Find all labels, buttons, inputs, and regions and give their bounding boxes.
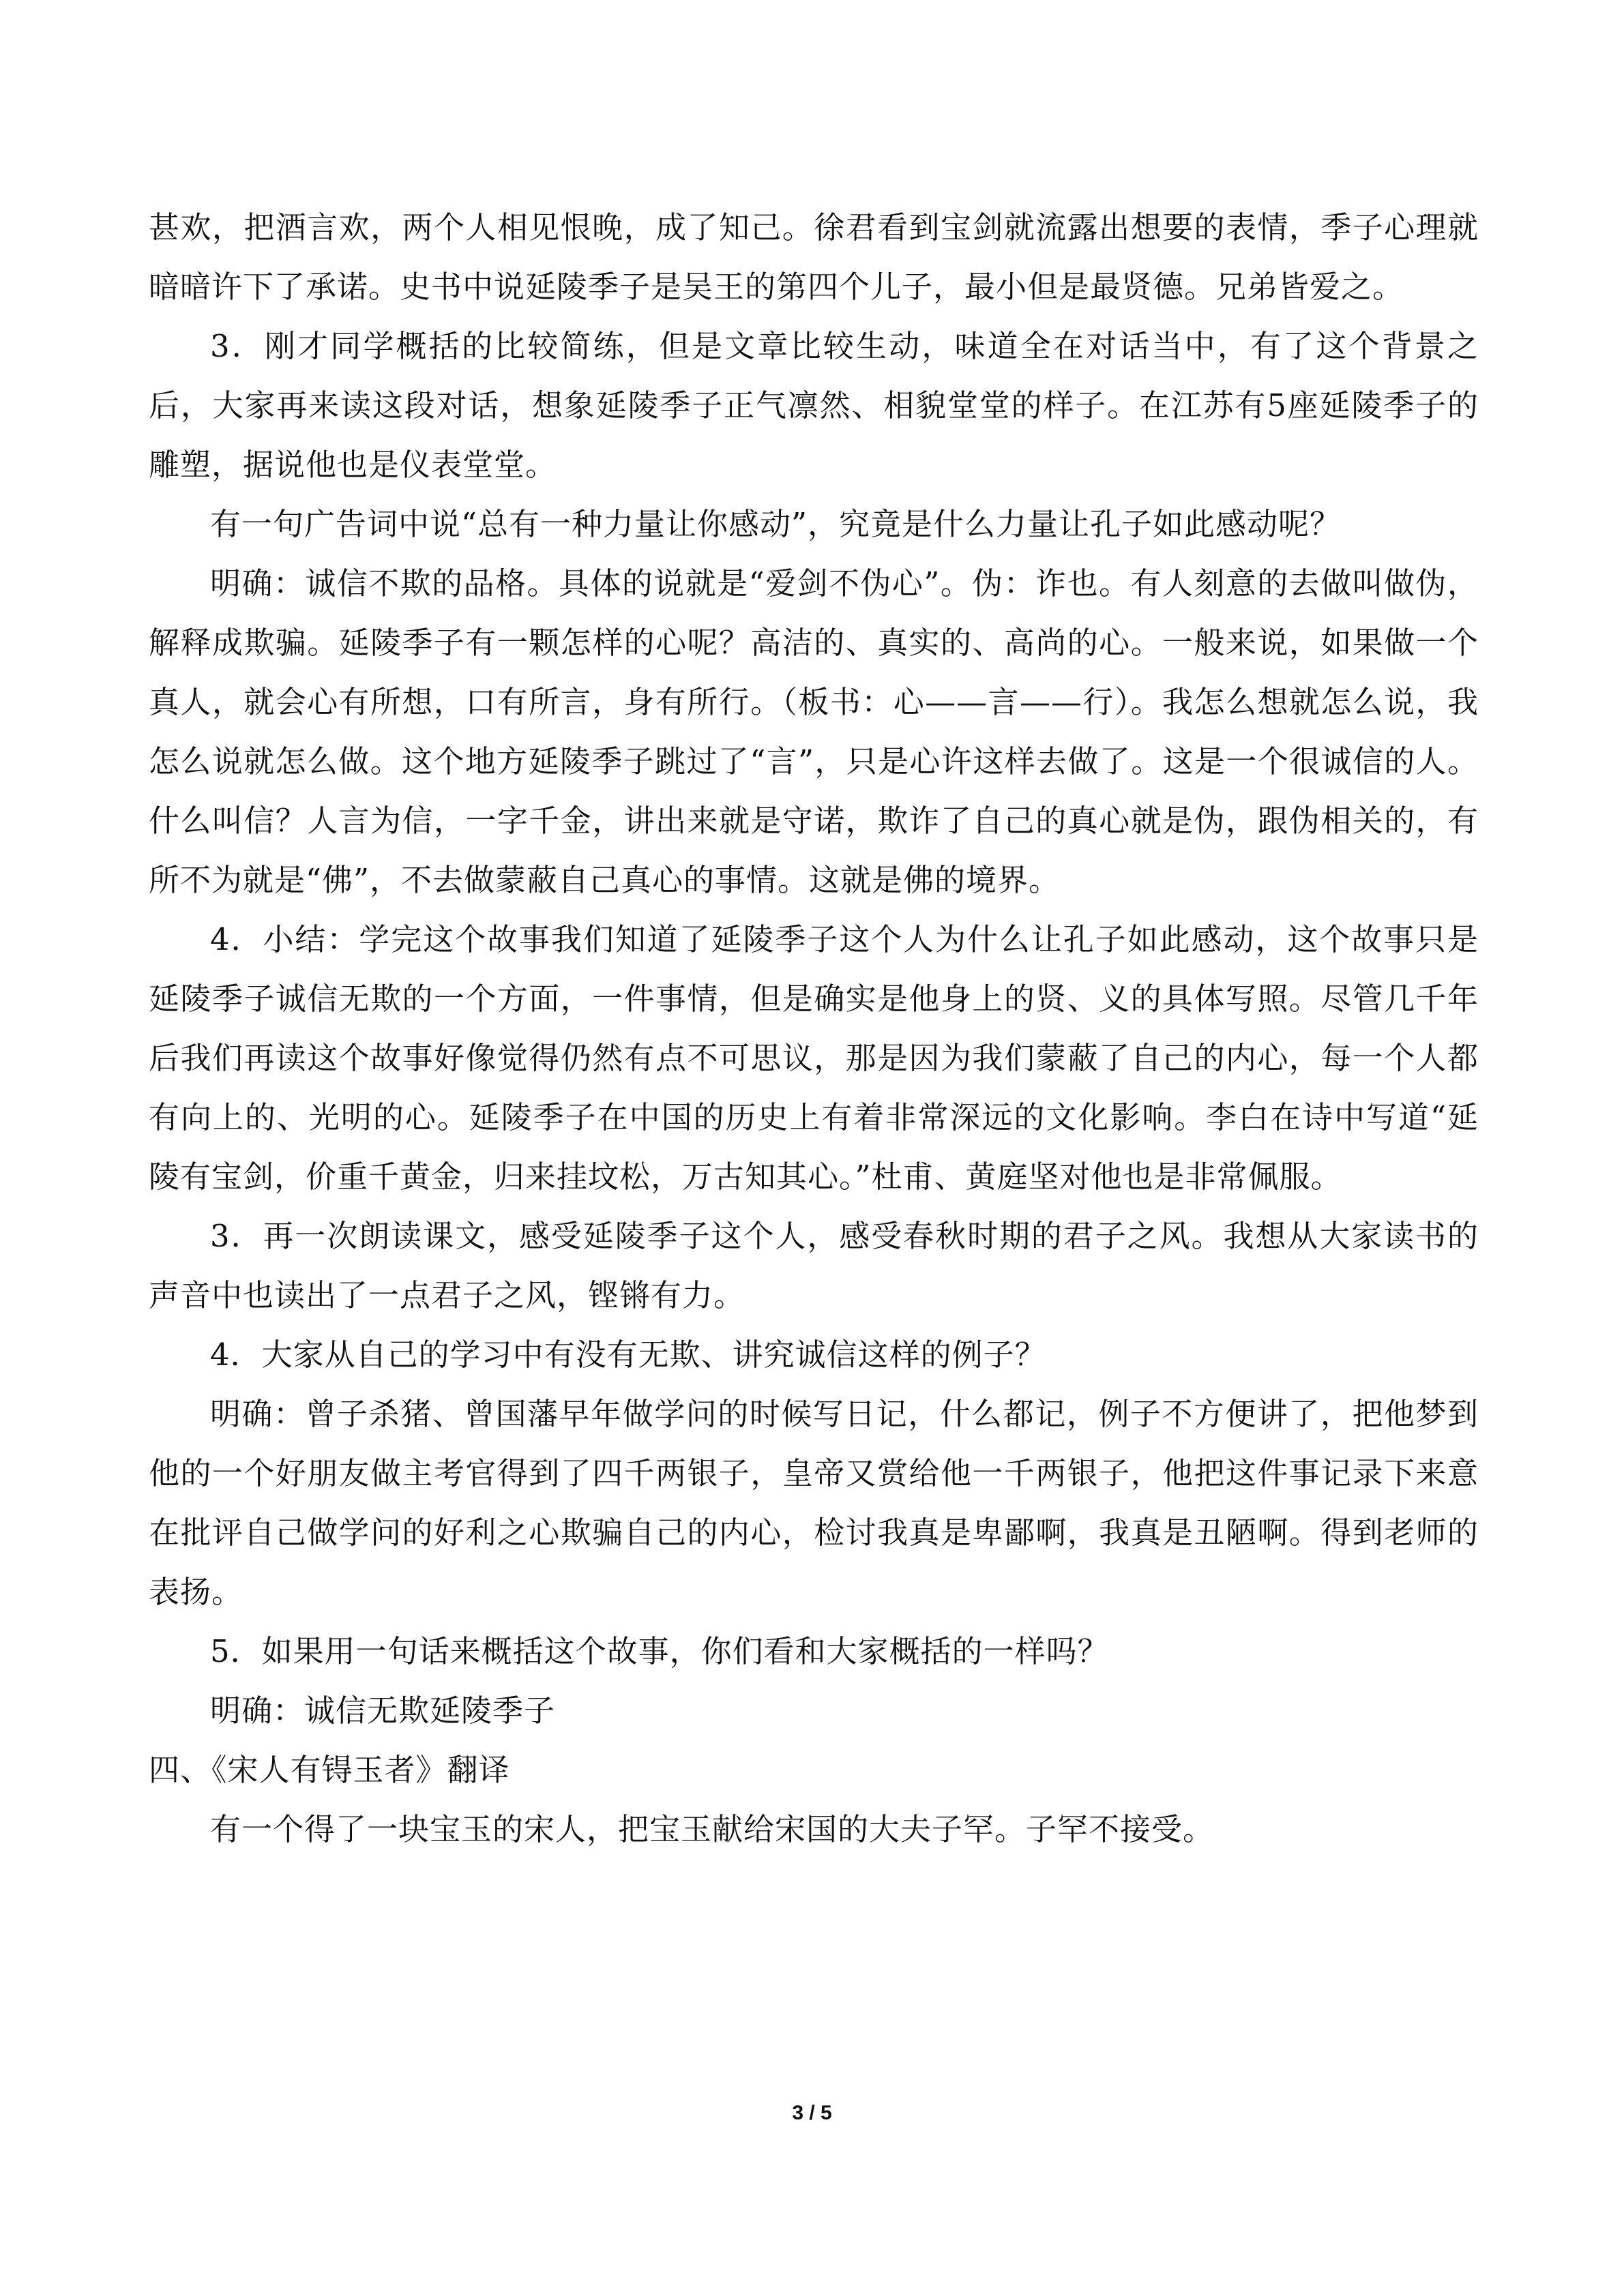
paragraph-question-ad-slogan: 有一句广告词中说“总有一种力量让你感动”，究竟是什么力量让孔子如此感动呢？ [210,506,1342,542]
paragraph-answer-summary: 明确：诚信无欺延陵季子 [210,1693,556,1729]
section-heading-translation: 四、《宋人有锝玉者》翻译 [149,1752,510,1788]
page-number: 3 / 5 [792,2102,832,2124]
paragraph-translation-text: 有一个得了一块宝玉的宋人，把宝玉献给宋国的大夫子罕。子罕不接受。 [210,1811,1215,1847]
paragraph-item-4-conclusion: 4．小结：学完这个故事我们知道了延陵季子这个人为什么让孔子如此感动，这个故事只是延陵季子诚信无欺的一个方面，一件事情，但是确实是他身上的贤、义的具体写照。尽管几千年后我们再读这个故事好像觉得仍然有点不可思议，那是因为我们蒙蔽了自己的内心，每一个人都有向上的、光明的心。延陵季子在中国的历史上有着非常深远的文化影响。李白在诗中写道“延陵有宝剑，价重千黄金，归来挂坟松，万古知其心。”杜甫、黄庭坚对他也是非常佩服。 [149,921,1479,1195]
paragraph-continuation: 甚欢，把酒言欢，两个人相见恨晚，成了知己。徐君看到宝剑就流露出想要的表情，季子心理就暗暗许下了承诺。史书中说延陵季子是吴王的第四个儿子，最小但是最贤德。兄弟皆爱之。 [149,209,1479,305]
paragraph-item-3-summary: 3．刚才同学概括的比较简练，但是文章比较生动，味道全在对话当中，有了这个背景之后，大家再来读这段对话，想象延陵季子正气凛然、相貌堂堂的样子。在江苏有5座延陵季子的雕塑，据说他也是仪表堂堂。 [149,328,1479,483]
paragraph-answer-honesty: 明确：诚信不欺的品格。具体的说就是“爱剑不伪心”。伪：诈也。有人刻意的去做叫做伪，解释成欺骗。延陵季子有一颗怎样的心呢？高洁的、真实的、高尚的心。一般来说，如果做一个真人，就会心有所想，口有所言，身有所行。（板书：心——言——行）。我怎么想就怎么说，我怎么说就怎么做。这个地方延陵季子跳过了“言”，只是心许这样去做了。这是一个很诚信的人。什么叫信？人言为信，一字千金，讲出来就是守诺，欺诈了自己的真心就是伪，跟伪相关的，有所不为就是“佛”，不去做蒙蔽自己真心的事情。这就是佛的境界。 [149,565,1479,898]
paragraph-item-5-one-sentence: 5．如果用一句话来概括这个故事，你们看和大家概括的一样吗？ [210,1633,1109,1669]
paragraph-item-3-reread: 3．再一次朗读课文，感受延陵季子这个人，感受春秋时期的君子之风。我想从大家读书的声音中也读出了一点君子之风，铿锵有力。 [149,1218,1479,1313]
paragraph-answer-zeng-guofan: 明确：曾子杀猪、曾国藩早年做学问的时候写日记，什么都记，例子不方便讲了，把他梦到他的一个好朋友做主考官得到了四千两银子，皇帝又赏给他一千两银子，他把这件事记录下来意在批评自己做学问的好利之心欺骗自己的内心，检讨我真是卑鄙啊，我真是丑陋啊。得到老师的表扬。 [149,1396,1479,1610]
paragraph-item-4-examples: 4．大家从自己的学习中有没有无欺、讲究诚信这样的例子？ [210,1337,1046,1373]
document-body [149,198,1479,1859]
